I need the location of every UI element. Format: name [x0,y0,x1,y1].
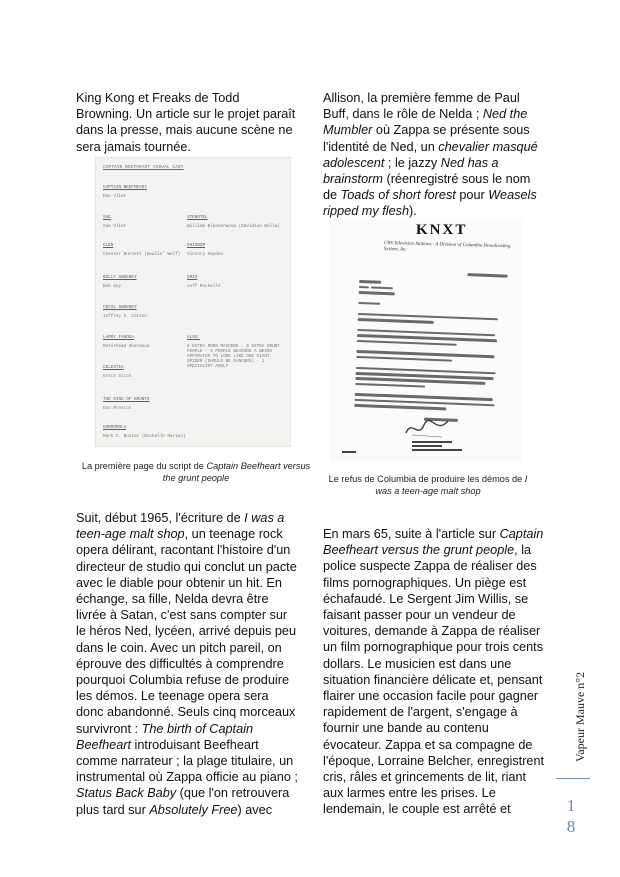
right-column-top [323,90,545,220]
signature-image [402,415,452,441]
script-role: BILLY SWEENEY Bob Guy [103,275,137,289]
letter-body [354,259,510,426]
script-role: CELESTIA Grace Slick [103,365,132,379]
left-column-bottom [76,510,298,818]
script-role: LARRY FANOGA Motorhead Sherwood [103,335,150,349]
figure-caption-letter: Le refus de Columbia de produire les démos de I was a teen-age malt shop [328,474,528,496]
script-role: STENOTEL William Blackerwood (Davidson Bolla) [187,215,280,229]
magazine-title: Vapeur Mauve n°2 [573,671,587,762]
script-role: SUE Sue Vliet [103,215,127,229]
letter-image [330,219,522,462]
script-header: CAPTAIN BEEFHEART VISUAL CAST [103,165,184,170]
paragraph: Allison, la première femme de Paul Buff, dans le rôle de Nelda ; Ned the Mumbler où Zappa se présente sous l'identité de Ned, un chevalier masqué adolescent ; le jazzy Ned has a brainstorm (réenregistré sous le nom de Toads of short forest pour Weasels ripped my flesh). [323,91,538,219]
script-role: OHIONSM Victory Hayden [187,243,224,257]
script-page-image [95,157,291,447]
script-role: GLEN Chester Burnett (Howlin' Wolf) [103,243,181,257]
paragraph: King Kong et Freaks de Todd Browning. Un article sur le projet paraît dans la presse, mais aucune scène ne sera jamais tournée. [76,91,296,154]
script-role: ALSO: 6 EXTRA MOON MAIDENS · 8 EXTRA GRUNT PEOPLE · 5 PEOPLE WEARING A WEIRD APPARATUS TO LOOK LIKE ONE GIANT SPIDER (SHOULD BE DANCERS) · 1 SPECIALIST ADULT [187,335,280,369]
initials [342,451,356,453]
script-role: GOROOMOLA Mark C. Boston (Rochelle Marion) [103,425,186,439]
script-role: THE KING OF GRUNTS Don Preston [103,397,150,411]
script-role: CECIL SWEENEY Jeffrey S. Cotton [103,305,147,319]
left-column-top [76,90,298,155]
script-role: GRIS Jeff Rochelle [187,275,221,289]
letterhead-logo: KNXT [416,222,468,238]
paragraph: En mars 65, suite à l'article sur Captain Beefheart versus the grunt people, la police suspecte Zappa de réaliser des films pornographiques. Un piège est échafaudé. Le Sergent Jim Willis, se faisant passer pour un vendeur de voitures, demande à Zappa de réaliser un film pornographique pour trois cents dollars. Le musicien est dans une situation financière délicate et, pensant flairer une occasion facile pour gagner rapidement de l'argent, s'engage à fournir une bande au contenu évocateur. Zappa et sa compagne de l'époque, Lorraine Belcher, enregistrent cris, râles et grincements de lit, riant aux larmes entre les prises. Le lendemain, le couple est arrêté et [323,527,545,817]
divider [556,778,590,779]
signature-block [412,441,472,451]
script-role: CAPTAIN BEEFHEART Don Vliet [103,185,147,199]
right-column-bottom [323,526,545,818]
page-number: 1 8 [566,796,576,836]
letterhead-subtitle: CBS Television Stations · A Division of Columbia Broadcasting System, Inc [383,241,511,253]
figure-caption-script: La première page du script de Captain Beefheart versus the grunt people [81,461,311,483]
paragraph: Suit, début 1965, l'écriture de I was a teen-age malt shop, un teenage rock opera délirant, racontant l'histoire d'un directeur de studio qui conclut un pacte avec le diable pour obtenir un hit. En échange, sa fille, Nelda devra être livrée à Satan, c'est sans compter sur le héros Ned, lycéen, arrivé depuis peu dans le coin. Avec un pitch pareil, on éprouve des difficultés à comprendre pourquoi Columbia refuse de produire les démos. Le teenage opera sera donc abandonné. Seuls cinq morceaux survivront : The birth of Captain Beefheart introduisant Beefheart comme narrateur ; la plage titulaire, un instrumental où Zappa officie au piano ; Status Back Baby (que l'on retrouvera plus tard sur Absolutely Free) avec [76,511,298,817]
